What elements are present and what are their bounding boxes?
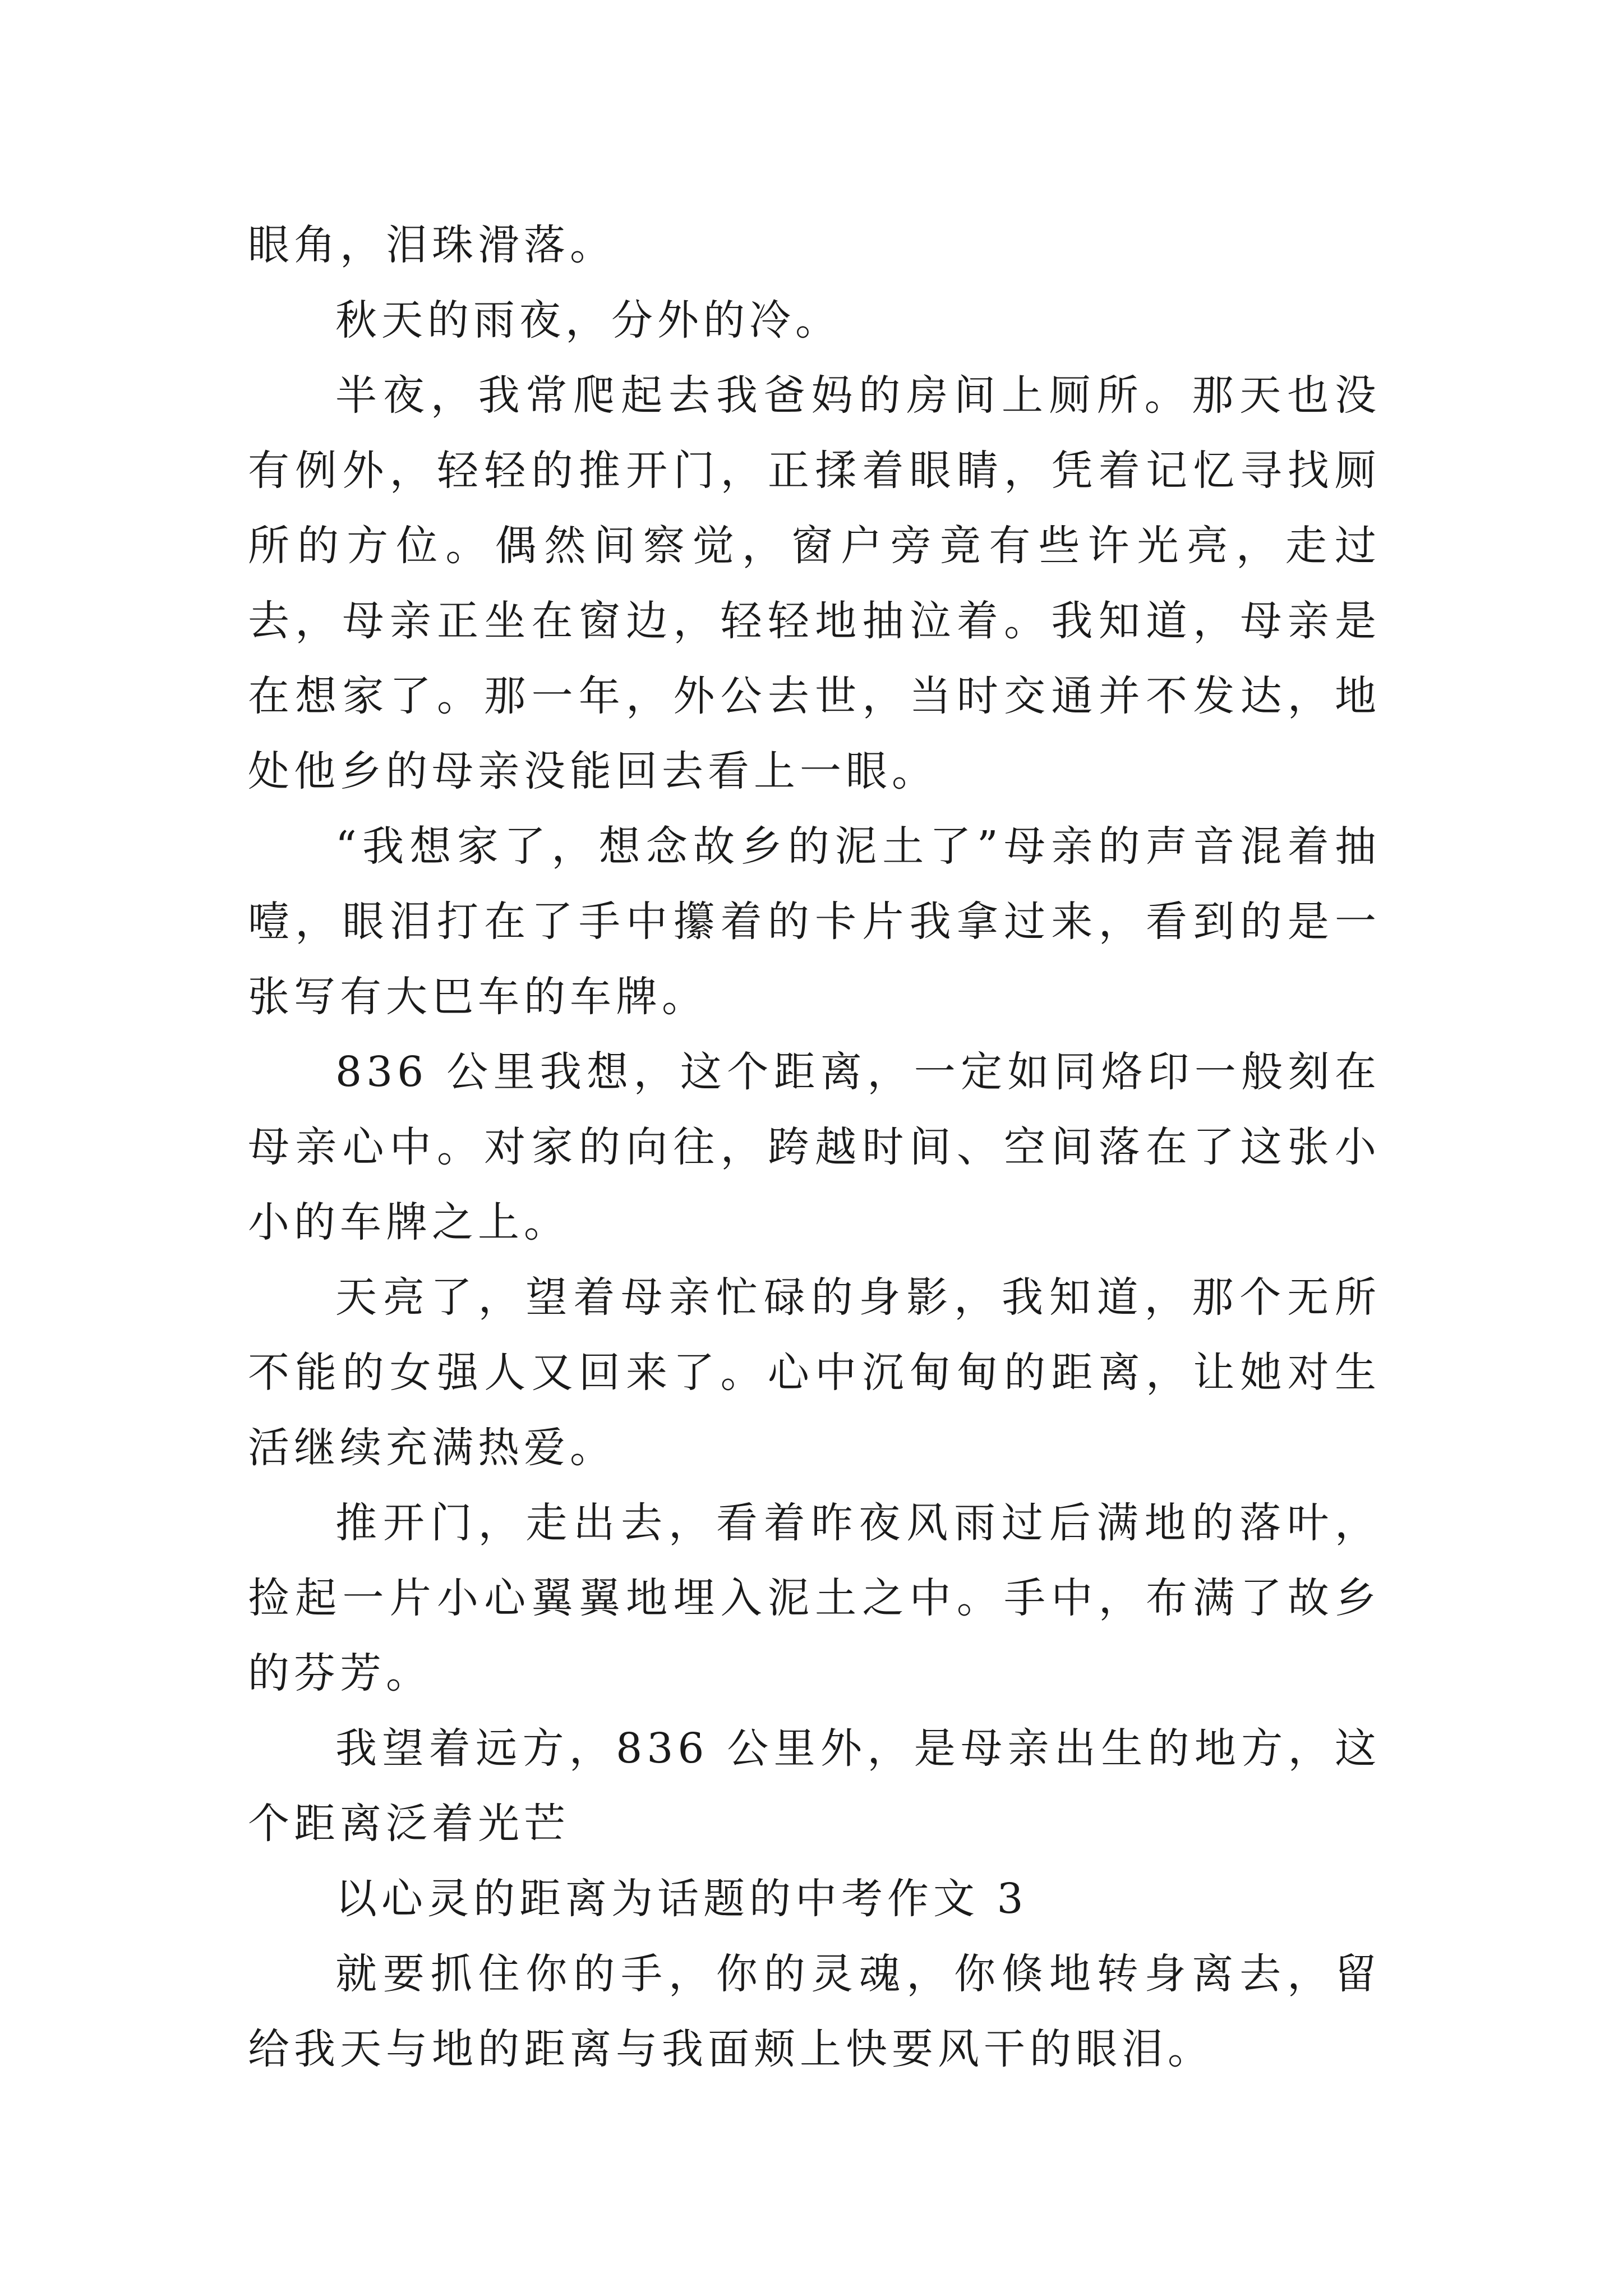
paragraph-3: 半夜，我常爬起去我爸妈的房间上厕所。那天也没有例外，轻轻的推开门，正揉着眼睛，凭着记忆寻找厕所的方位。偶然间察觉，窗户旁竟有些许光亮，走过去，母亲正坐在窗边，轻轻地抽泣着。我知道，母亲是在想家了。那一年，外公去世，当时交通并不发达，地处他乡的母亲没能回去看上一眼。	[248, 371, 1381, 795]
paragraph-8: 我望着远方，836 公里外，是母亲出生的地方，这个距离泛着光芒	[248, 1724, 1381, 1848]
paragraph-9: 就要抓住你的手，你的灵魂，你倏地转身离去，留给我天与地的距离与我面颊上快要风干的眼泪。	[248, 1950, 1381, 2073]
section-heading: 以心灵的距离为话题的中考作文 3	[335, 1875, 1028, 1923]
document-body	[248, 208, 1381, 2087]
paragraph-7: 推开门，走出去，看着昨夜风雨过后满地的落叶，捡起一片小心翼翼地埋入泥土之中。手中，布满了故乡的芬芳。	[248, 1499, 1381, 1697]
paragraph-5: 836 公里我想，这个距离，一定如同烙印一般刻在母亲心中。对家的向往，跨越时间、空间落在了这张小小的车牌之上。	[248, 1048, 1381, 1246]
paragraph-6: 天亮了，望着母亲忙碌的身影，我知道，那个无所不能的女强人又回来了。心中沉甸甸的距离，让她对生活继续充满热爱。	[248, 1273, 1381, 1472]
paragraph-1: 眼角，泪珠滑落。	[248, 221, 616, 269]
paragraph-4: “我想家了，想念故乡的泥土了”母亲的声音混着抽噎，眼泪打在了手中攥着的卡片我拿过来，看到的是一张写有大巴车的车牌。	[248, 822, 1381, 1021]
paragraph-2: 秋天的雨夜，分外的冷。	[335, 296, 841, 344]
